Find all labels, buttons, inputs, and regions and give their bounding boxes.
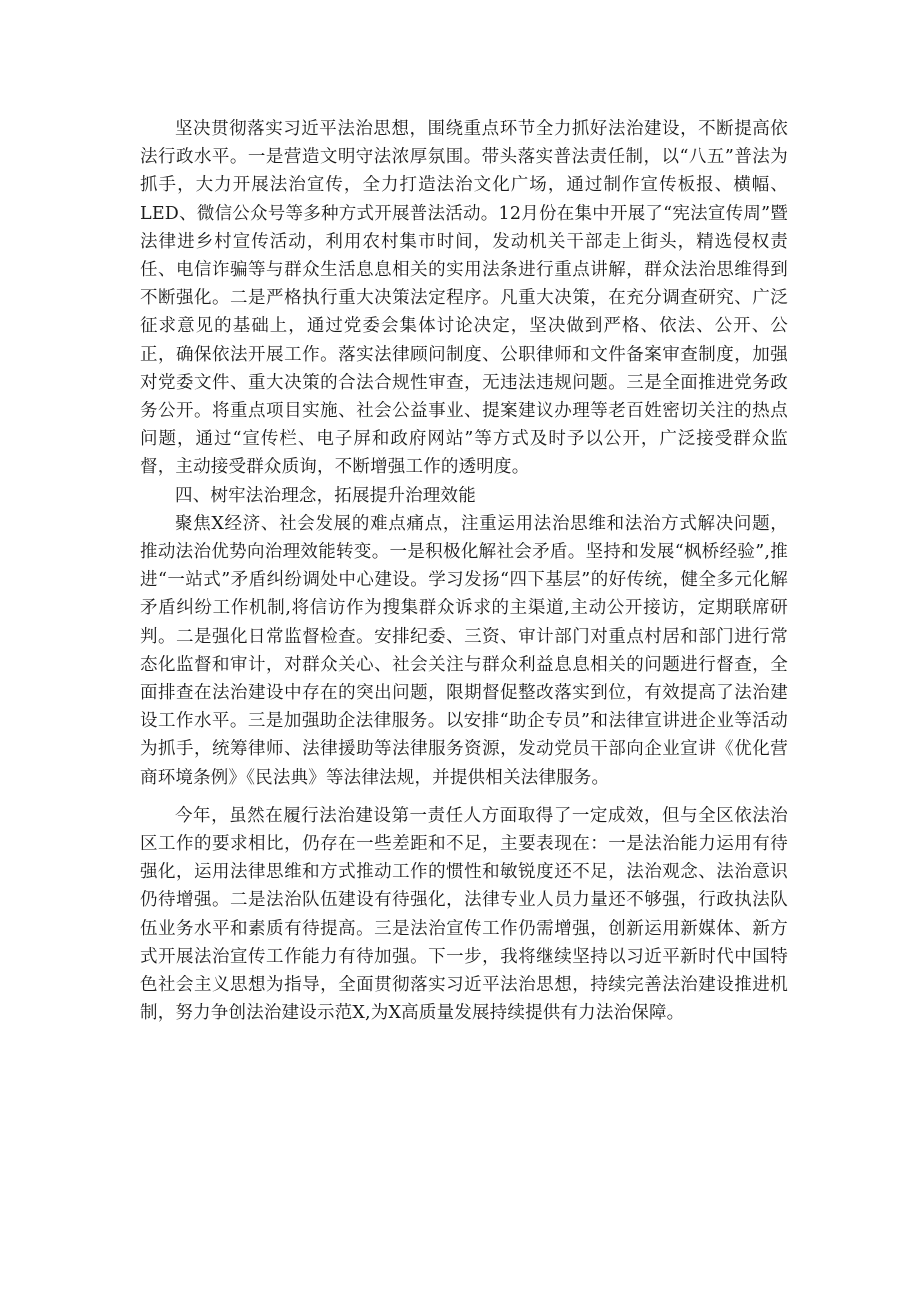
paragraph-summary-and-next-steps: 今年，虽然在履行法治建设第一责任人方面取得了一定成效，但与全区依法治区工作的要求相比，仍存在一些差距和不足，主要表现在：一是法治能力运用有待强化，运用法律思维和方式推动工作的惯性和敏锐度还不足，法治观念、法治意识仍待增强。二是法治队伍建设有待强化，法律专业人员力量还不够强，行政执法队伍业务水平和素质有待提高。三是法治宣传工作仍需增强，创新运用新媒体、新方式开展法治宣传工作能力有待加强。下一步，我将继续坚持以习近平新时代中国特色社会主义思想为指导，全面贯彻落实习近平法治思想，持续完善法治建设推进机制，努力争创法治建设示范X,为X高质量发展持续提供有力法治保障。 [140, 805, 788, 1024]
paragraph-governance-efficiency: 聚焦X经济、社会发展的难点痛点，注重运用法治思维和法治方式解决问题，推动法治优势向治理效能转变。一是积极化解社会矛盾。坚持和发展“枫桥经验”,推进“一站式”矛盾纠纷调处中心建设。学习发扬“四下基层”的好传统，健全多元化解矛盾纠纷工作机制,将信访作为搜集群众诉求的主渠道,主动公开接访，定期联席研判。二是强化日常监督检查。安排纪委、三资、审计部门对重点村居和部门进行常态化监督和审计，对群众关心、社会关注与群众利益息息相关的问题进行督查，全面排查在法治建设中存在的突出问题，限期督促整改落实到位，有效提高了法治建设工作水平。三是加强助企法律服务。以安排“助企专员”和法律宣讲进企业等活动为抓手，统筹律师、法律援助等法律服务资源，发动党员干部向企业宣讲《优化营商环境条例》《民法典》等法律法规，并提供相关法律服务。 [140, 513, 788, 788]
paragraph-rule-of-law-administration: 坚决贯彻落实习近平法治思想，围绕重点环节全力抓好法治建设，不断提高依法行政水平。一是营造文明守法浓厚氛围。带头落实普法责任制，以“八五”普法为抓手，大力开展法治宣传，全力打造法治文化广场，通过制作宣传板报、横幅、LED、微信公众号等多种方式开展普法活动。12月份在集中开展了“宪法宣传周”暨法律进乡村宣传活动，利用农村集市时间，发动机关干部走上街头，精选侵权责任、电信诈骗等与群众生活息息相关的实用法条进行重点讲解，群众法治思维得到不断强化。二是严格执行重大决策法定程序。凡重大决策，在充分调查研究、广泛征求意见的基础上，通过党委会集体讨论决定，坚决做到严格、依法、公开、公正，确保依法开展工作。落实法律顾问制度、公职律师和文件备案审查制度，加强对党委文件、重大决策的合法合规性审查，无违法违规问题。三是全面推进党务政务公开。将重点项目实施、社会公益事业、提案建议办理等老百姓密切关注的热点问题，通过“宣传栏、电子屏和政府网站”等方式及时予以公开，广泛接受群众监督，主动接受群众质询，不断增强工作的透明度。 [140, 119, 788, 478]
section-heading-four: 四、树牢法治理念，拓展提升治理效能 [175, 485, 476, 506]
document-body [140, 115, 788, 1028]
